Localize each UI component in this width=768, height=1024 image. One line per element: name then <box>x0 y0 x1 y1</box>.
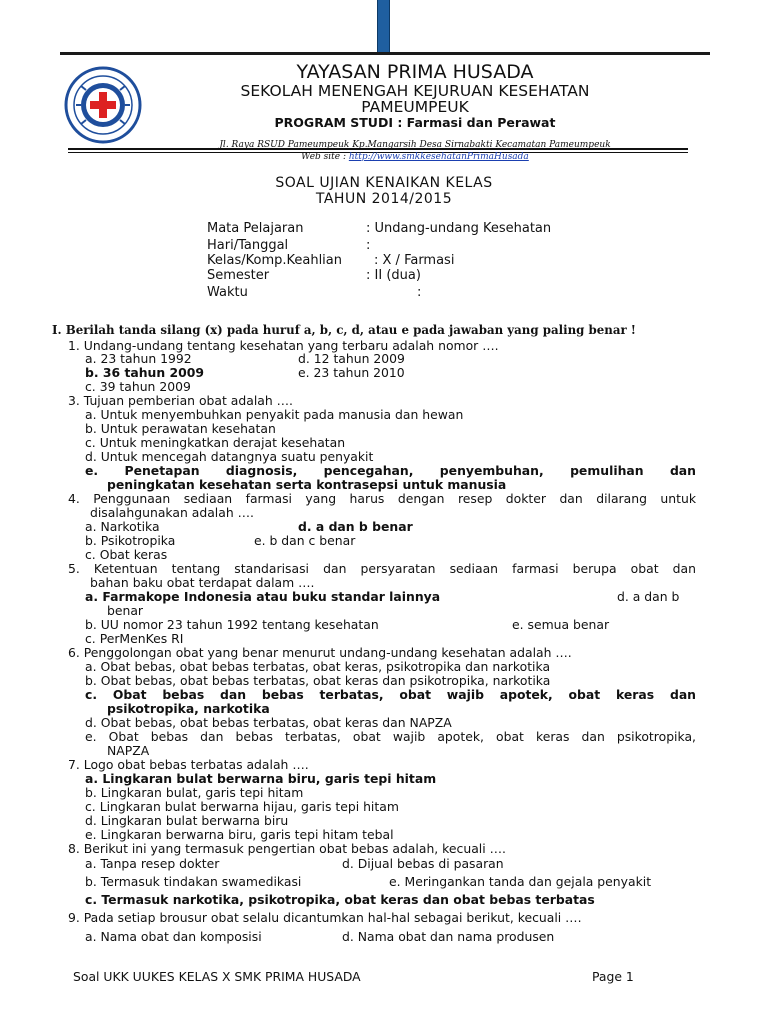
q3-option-b: b. Untuk perawatan kesehatan <box>85 421 276 436</box>
question-4-cont: disalahgunakan adalah …. <box>90 505 254 520</box>
program-study: PROGRAM STUDI : Farmasi dan Perawat <box>274 115 556 130</box>
q7-option-c: c. Lingkaran bulat berwarna hijau, garis tepi hitam <box>85 799 399 814</box>
q8-option-c: c. Termasuk narkotika, psikotropika, obat keras dan obat bebas terbatas <box>85 892 595 907</box>
q3-option-d: d. Untuk mencegah datangnya suatu penyakit <box>85 449 374 464</box>
top-accent-bar <box>377 0 390 52</box>
q6-option-b: b. Obat bebas, obat bebas terbatas, obat keras dan psikotropika, narkotika <box>85 673 551 688</box>
q5-option-d: d. a dan b <box>617 589 680 604</box>
q4-option-a: a. Narkotika <box>85 519 160 534</box>
q1-option-c: c. 39 tahun 2009 <box>85 379 191 394</box>
q3-option-a: a. Untuk menyembuhkan penyakit pada manusia dan hewan <box>85 407 464 422</box>
question-5-cont: bahan baku obat terdapat dalam …. <box>90 575 315 590</box>
q7-option-b: b. Lingkaran bulat, garis tepi hitam <box>85 785 304 800</box>
q6-option-c: c. Obat bebas dan bebas terbatas, obat wajib apotek, obat keras dan <box>85 687 696 702</box>
q4-option-e: e. b dan c benar <box>254 533 356 548</box>
meta-row-date <box>207 238 371 253</box>
meta-label: Mata Pelajaran <box>207 221 304 236</box>
q7-option-a: a. Lingkaran bulat berwarna biru, garis tepi hitam <box>85 771 437 786</box>
q1-option-b: b. 36 tahun 2009 <box>85 365 204 380</box>
page-number: Page 1 <box>592 969 634 984</box>
q1-option-d: d. 12 tahun 2009 <box>298 351 405 366</box>
q6-option-e: e. Obat bebas dan bebas terbatas, obat wajib apotek, obat keras dan psikotropika, <box>85 729 696 744</box>
school-address: Jl. Raya RSUD Pameumpeuk Kp.Mangarsih Desa Sirnabakti Kecamatan Pameumpeuk <box>219 140 611 150</box>
exam-year: TAHUN 2014/2015 <box>315 191 453 207</box>
q4-option-d: d. a dan b benar <box>298 519 413 534</box>
q5-option-e: e. semua benar <box>512 617 610 632</box>
question-4: 4. Penggunaan sediaan farmasi yang harus dengan resep dokter dan dilarang untuk <box>68 491 696 506</box>
q9-option-d: d. Nama obat dan nama produsen <box>342 929 555 944</box>
meta-label: Waktu <box>207 285 248 300</box>
q1-option-a: a. 23 tahun 1992 <box>85 351 192 366</box>
q6-option-c-cont: psikotropika, narkotika <box>107 701 270 716</box>
q6-option-e-cont: NAPZA <box>107 743 150 758</box>
q6-option-a: a. Obat bebas, obat bebas terbatas, obat keras, psikotropika dan narkotika <box>85 659 551 674</box>
q8-option-e: e. Meringankan tanda dan gejala penyakit <box>389 874 652 889</box>
question-5: 5. Ketentuan tentang standarisasi dan persyaratan sediaan farmasi berupa obat dan <box>68 561 696 576</box>
question-6: 6. Penggolongan obat yang benar menurut undang-undang kesehatan adalah …. <box>68 645 572 660</box>
question-1: 1. Undang-undang tentang kesehatan yang terbaru adalah nomor …. <box>68 338 499 353</box>
q9-option-a: a. Nama obat dan komposisi <box>85 929 262 944</box>
meta-row-time <box>207 285 422 300</box>
q7-option-d: d. Lingkaran bulat berwarna biru <box>85 813 289 828</box>
meta-label: Semester <box>207 268 270 283</box>
website-line <box>140 152 690 162</box>
q5-option-a: a. Farmakope Indonesia atau buku standar lainnya <box>85 589 441 604</box>
school-name-line1: SEKOLAH MENENGAH KEJURUAN KESEHATAN <box>240 82 590 100</box>
meta-label: Kelas/Komp.Keahlian <box>207 253 342 268</box>
meta-value: : <box>417 285 422 300</box>
q4-option-c: c. Obat keras <box>85 547 168 562</box>
q5-option-d-cont: benar <box>107 603 144 618</box>
footer-title: Soal UKK UUKES KELAS X SMK PRIMA HUSADA <box>73 969 361 984</box>
q3-option-e: e. Penetapan diagnosis, pencegahan, penyembuhan, pemulihan dan <box>85 463 696 478</box>
meta-row-subject <box>207 221 552 236</box>
q7-option-e: e. Lingkaran berwarna biru, garis tepi hitam tebal <box>85 827 394 842</box>
question-9: 9. Pada setiap brousur obat selalu dicantumkan hal-hal sebagai berikut, kecuali …. <box>68 910 582 925</box>
meta-row-class <box>207 253 455 268</box>
website-link[interactable]: http://www.smkkesehatanPrimaHusada <box>348 152 529 162</box>
meta-label: Hari/Tanggal <box>207 238 289 253</box>
meta-value: : X / Farmasi <box>374 253 455 268</box>
exam-title: SOAL UJIAN KENAIKAN KELAS <box>275 175 493 191</box>
instruction: I. Berilah tanda silang (x) pada huruf a, b, c, d, atau e pada jawaban yang paling benar ! <box>52 323 636 337</box>
question-7: 7. Logo obat bebas terbatas adalah …. <box>68 757 309 772</box>
question-8: 8. Berikut ini yang termasuk pengertian obat bebas adalah, kecuali …. <box>68 841 506 856</box>
q6-option-d: d. Obat bebas, obat bebas terbatas, obat keras dan NAPZA <box>85 715 452 730</box>
q8-option-a: a. Tanpa resep dokter <box>85 856 220 871</box>
website-label: Web site : <box>301 152 349 162</box>
q8-option-d: d. Dijual bebas di pasaran <box>342 856 504 871</box>
question-3: 3. Tujuan pemberian obat adalah …. <box>68 393 293 408</box>
q4-option-b: b. Psikotropika <box>85 533 176 548</box>
q8-option-b: b. Termasuk tindakan swamedikasi <box>85 874 302 889</box>
school-logo <box>64 66 142 144</box>
meta-value: : Undang-undang Kesehatan <box>366 221 552 236</box>
meta-value: : II (dua) <box>366 268 421 283</box>
meta-value: : <box>366 238 371 253</box>
q3-option-e-cont: peningkatan kesehatan serta kontrasepsi untuk manusia <box>107 477 507 492</box>
school-name-line2: PAMEUMPEUK <box>361 98 469 116</box>
header-top-rule <box>60 52 710 55</box>
q5-option-c: c. PerMenKes RI <box>85 631 184 646</box>
q5-option-b: b. UU nomor 23 tahun 1992 tentang kesehatan <box>85 617 379 632</box>
meta-row-semester <box>207 268 421 283</box>
q1-option-e: e. 23 tahun 2010 <box>298 365 405 380</box>
q3-option-c: c. Untuk meningkatkan derajat kesehatan <box>85 435 346 450</box>
foundation-name: YAYASAN PRIMA HUSADA <box>296 61 534 83</box>
